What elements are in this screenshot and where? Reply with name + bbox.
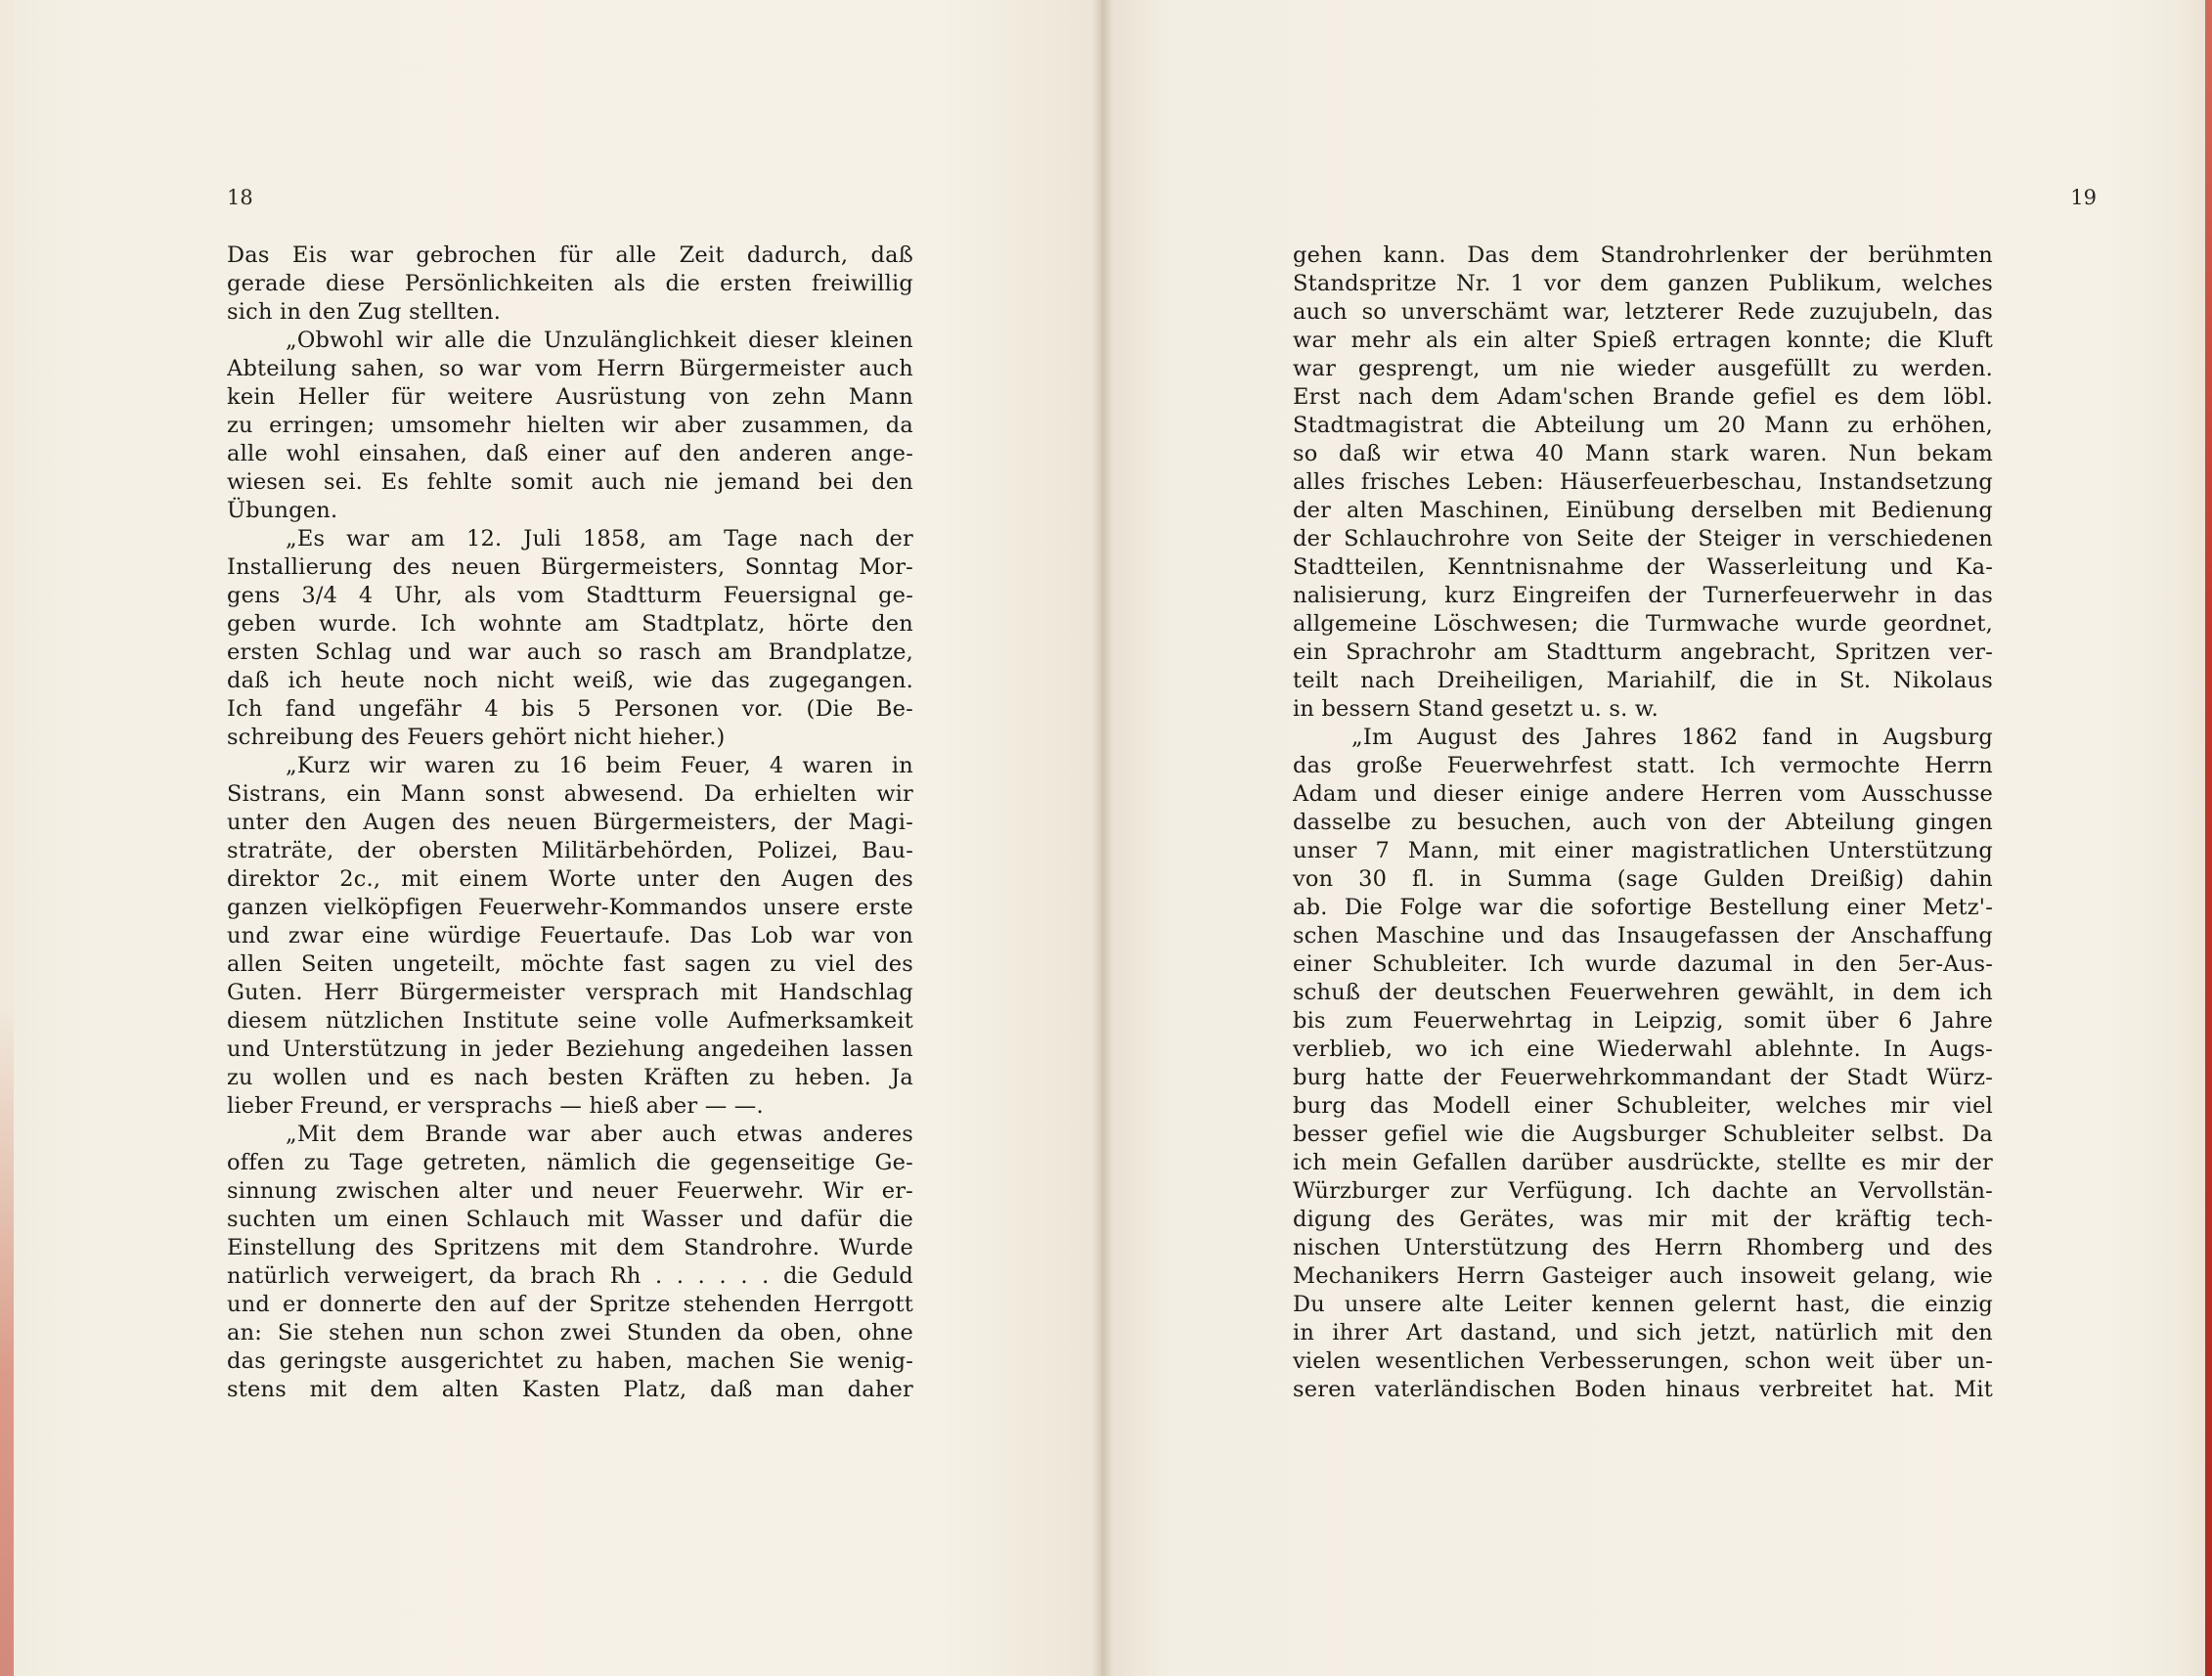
text-line: war gesprengt, um nie wieder ausgefüllt zu werden. — [1293, 356, 1993, 381]
left-page — [0, 0, 1101, 1676]
text-line: „Obwohl wir alle die Unzulänglichkeit dieser kleinen — [286, 328, 913, 353]
text-line: unter den Augen des neuen Bürgermeisters, der Magi- — [227, 810, 913, 835]
text-line: alle wohl einsahen, daß einer auf den anderen ange- — [227, 441, 913, 466]
text-line: „Kurz wir waren zu 16 beim Feuer, 4 waren in — [286, 753, 913, 778]
text-line: Guten. Herr Bürgermeister versprach mit Handschlag — [227, 980, 913, 1005]
text-line: Abteilung sahen, so war vom Herrn Bürgermeister auch — [227, 356, 913, 381]
text-line: Standspritze Nr. 1 vor dem ganzen Publikum, welches — [1293, 271, 1993, 296]
text-line: das große Feuerwehrfest statt. Ich vermochte Herrn — [1293, 753, 1993, 778]
text-line: der alten Maschinen, Einübung derselben mit Bedienung — [1293, 498, 1993, 523]
text-line: direktor 2c., mit einem Worte unter den Augen des — [227, 866, 913, 892]
text-line: Adam und dieser einige andere Herren vom Ausschusse — [1293, 781, 1993, 807]
text-line: von 30 fl. in Summa (sage Gulden Dreißig) dahin — [1293, 866, 1993, 892]
text-line: ich mein Gefallen darüber ausdrückte, stellte es mir der — [1293, 1150, 1993, 1175]
text-line: alles frisches Leben: Häuserfeuerbeschau, Instandsetzung — [1293, 469, 1993, 495]
right-page-edge — [2205, 0, 2212, 1676]
right-page-number: 19 — [2070, 186, 2097, 209]
text-line: in bessern Stand gesetzt u. s. w. — [1293, 696, 1659, 722]
text-line: digung des Gerätes, was mir mit der kräftig tech- — [1293, 1207, 1993, 1232]
text-line: auch so unverschämt war, letzterer Rede zuzujubeln, das — [1293, 299, 1993, 325]
text-line: ein Sprachrohr am Stadtturm angebracht, Spritzen ver- — [1293, 640, 1993, 665]
text-line: lieber Freund, er versprachs — hieß aber — —. — [227, 1093, 764, 1119]
right-page — [1101, 0, 2212, 1676]
text-line: dasselbe zu besuchen, auch von der Abteilung gingen — [1293, 810, 1993, 835]
left-page-edge — [0, 0, 14, 1676]
text-line: an: Sie stehen nun schon zwei Stunden da oben, ohne — [227, 1320, 913, 1345]
text-line: Installierung des neuen Bürgermeisters, Sonntag Mor- — [227, 554, 913, 580]
text-line: Würzburger zur Verfügung. Ich dachte an Vervollstän- — [1293, 1178, 1993, 1204]
text-line: gehen kann. Das dem Standrohrlenker der berühmten — [1293, 243, 1993, 268]
text-line: Erst nach dem Adam'schen Brande gefiel es dem löbl. — [1293, 384, 1993, 410]
text-line: war mehr als ein alter Spieß ertragen konnte; die Kluft — [1293, 328, 1993, 353]
text-line: schen Maschine und das Insaugefassen der Anschaffung — [1293, 923, 1993, 948]
text-line: nalisierung, kurz Eingreifen der Turnerfeuerwehr in das — [1293, 583, 1993, 608]
text-line: zu wollen und es nach besten Kräften zu heben. Ja — [227, 1065, 913, 1090]
text-line: und er donnerte den auf der Spritze stehenden Herrgott — [227, 1292, 913, 1317]
text-line: nischen Unterstützung des Herrn Rhomberg und des — [1293, 1235, 1993, 1260]
text-line: besser gefiel wie die Augsburger Schubleiter selbst. Da — [1293, 1122, 1993, 1147]
text-line: zu erringen; umsomehr hielten wir aber zusammen, da — [227, 413, 913, 438]
text-line: geben wurde. Ich wohnte am Stadtplatz, hörte den — [227, 611, 913, 637]
text-line: Übungen. — [227, 498, 338, 523]
text-line: der Schlauchrohre von Seite der Steiger in verschiedenen — [1293, 526, 1993, 551]
text-line: Sistrans, ein Mann sonst abwesend. Da erhielten wir — [227, 781, 913, 807]
text-line: und zwar eine würdige Feuertaufe. Das Lob war von — [227, 923, 913, 948]
text-line: vielen wesentlichen Verbesserungen, schon weit über un- — [1293, 1348, 1993, 1374]
text-line: das geringste ausgerichtet zu haben, machen Sie wenig- — [227, 1348, 913, 1374]
text-line: „Im August des Jahres 1862 fand in Augsburg — [1351, 725, 1993, 750]
text-line: ersten Schlag und war auch so rasch am Brandplatze, — [227, 640, 913, 665]
left-page-text — [227, 242, 913, 1404]
text-line: ab. Die Folge war die sofortige Bestellung einer Metz'- — [1293, 895, 1993, 920]
text-line: Ich fand ungefähr 4 bis 5 Personen vor. (Die Be- — [227, 696, 913, 722]
text-line: Du unsere alte Leiter kennen gelernt hast, die einzig — [1293, 1292, 1993, 1317]
text-line: einer Schubleiter. Ich wurde dazumal in den 5er-Aus- — [1293, 951, 1993, 977]
text-line: natürlich verweigert, da brach Rh . . . . . . die Geduld — [227, 1263, 913, 1289]
text-line: burg hatte der Feuerwehrkommandant der Stadt Würz- — [1293, 1065, 1993, 1090]
text-line: Das Eis war gebrochen für alle Zeit dadurch, daß — [227, 243, 913, 268]
text-line: Mechanikers Herrn Gasteiger auch insoweit gelang, wie — [1293, 1263, 1993, 1289]
text-line: verblieb, wo ich eine Wiederwahl ablehnte. In Augs- — [1293, 1036, 1993, 1062]
text-line: „Es war am 12. Juli 1858, am Tage nach der — [286, 526, 913, 551]
text-line: offen zu Tage getreten, nämlich die gegenseitige Ge- — [227, 1150, 913, 1175]
left-page-number: 18 — [227, 186, 253, 209]
text-line: in ihrer Art dastand, und sich jetzt, natürlich mit den — [1293, 1320, 1993, 1345]
text-line: suchten um einen Schlauch mit Wasser und dafür die — [227, 1207, 913, 1232]
text-line: Einstellung des Spritzens mit dem Standrohre. Wurde — [227, 1235, 913, 1260]
text-line: wiesen sei. Es fehlte somit auch nie jemand bei den — [227, 469, 913, 495]
right-page-text — [1293, 242, 1993, 1404]
text-line: schuß der deutschen Feuerwehren gewählt, in dem ich — [1293, 980, 1993, 1005]
text-line: allen Seiten ungeteilt, möchte fast sagen zu viel des — [227, 951, 913, 977]
text-line: bis zum Feuerwehrtag in Leipzig, somit über 6 Jahre — [1293, 1008, 1993, 1034]
text-line: burg das Modell einer Schubleiter, welches mir viel — [1293, 1093, 1993, 1119]
text-line: teilt nach Dreiheiligen, Mariahilf, die in St. Nikolaus — [1293, 668, 1993, 693]
text-line: allgemeine Löschwesen; die Turmwache wurde geordnet, — [1293, 611, 1993, 637]
text-line: und Unterstützung in jeder Beziehung angedeihen lassen — [227, 1036, 913, 1062]
text-line: straträte, der obersten Militärbehörden, Polizei, Bau- — [227, 838, 913, 863]
text-line: so daß wir etwa 40 Mann stark waren. Nun bekam — [1293, 441, 1993, 466]
text-line: schreibung des Feuers gehört nicht hieher.) — [227, 725, 726, 750]
text-line: gerade diese Persönlichkeiten als die ersten freiwillig — [227, 271, 913, 296]
text-line: „Mit dem Brande war aber auch etwas anderes — [286, 1122, 913, 1147]
text-line: daß ich heute noch nicht weiß, wie das zugegangen. — [227, 668, 913, 693]
text-line: Stadtteilen, Kenntnisnahme der Wasserleitung und Ka- — [1293, 554, 1993, 580]
text-line: unser 7 Mann, mit einer magistratlichen Unterstützung — [1293, 838, 1993, 863]
text-line: gens 3/4 4 Uhr, als vom Stadtturm Feuersignal ge- — [227, 583, 913, 608]
text-line: kein Heller für weitere Ausrüstung von zehn Mann — [227, 384, 913, 410]
text-line: diesem nützlichen Institute seine volle Aufmerksamkeit — [227, 1008, 913, 1034]
text-line: sinnung zwischen alter und neuer Feuerwehr. Wir er- — [227, 1178, 913, 1204]
text-line: sich in den Zug stellten. — [227, 299, 502, 325]
text-line: stens mit dem alten Kasten Platz, daß man daher — [227, 1377, 913, 1402]
text-line: ganzen vielköpfigen Feuerwehr-Kommandos unsere erste — [227, 895, 913, 920]
text-line: Stadtmagistrat die Abteilung um 20 Mann zu erhöhen, — [1293, 413, 1993, 438]
text-line: seren vaterländischen Boden hinaus verbreitet hat. Mit — [1293, 1377, 1993, 1402]
